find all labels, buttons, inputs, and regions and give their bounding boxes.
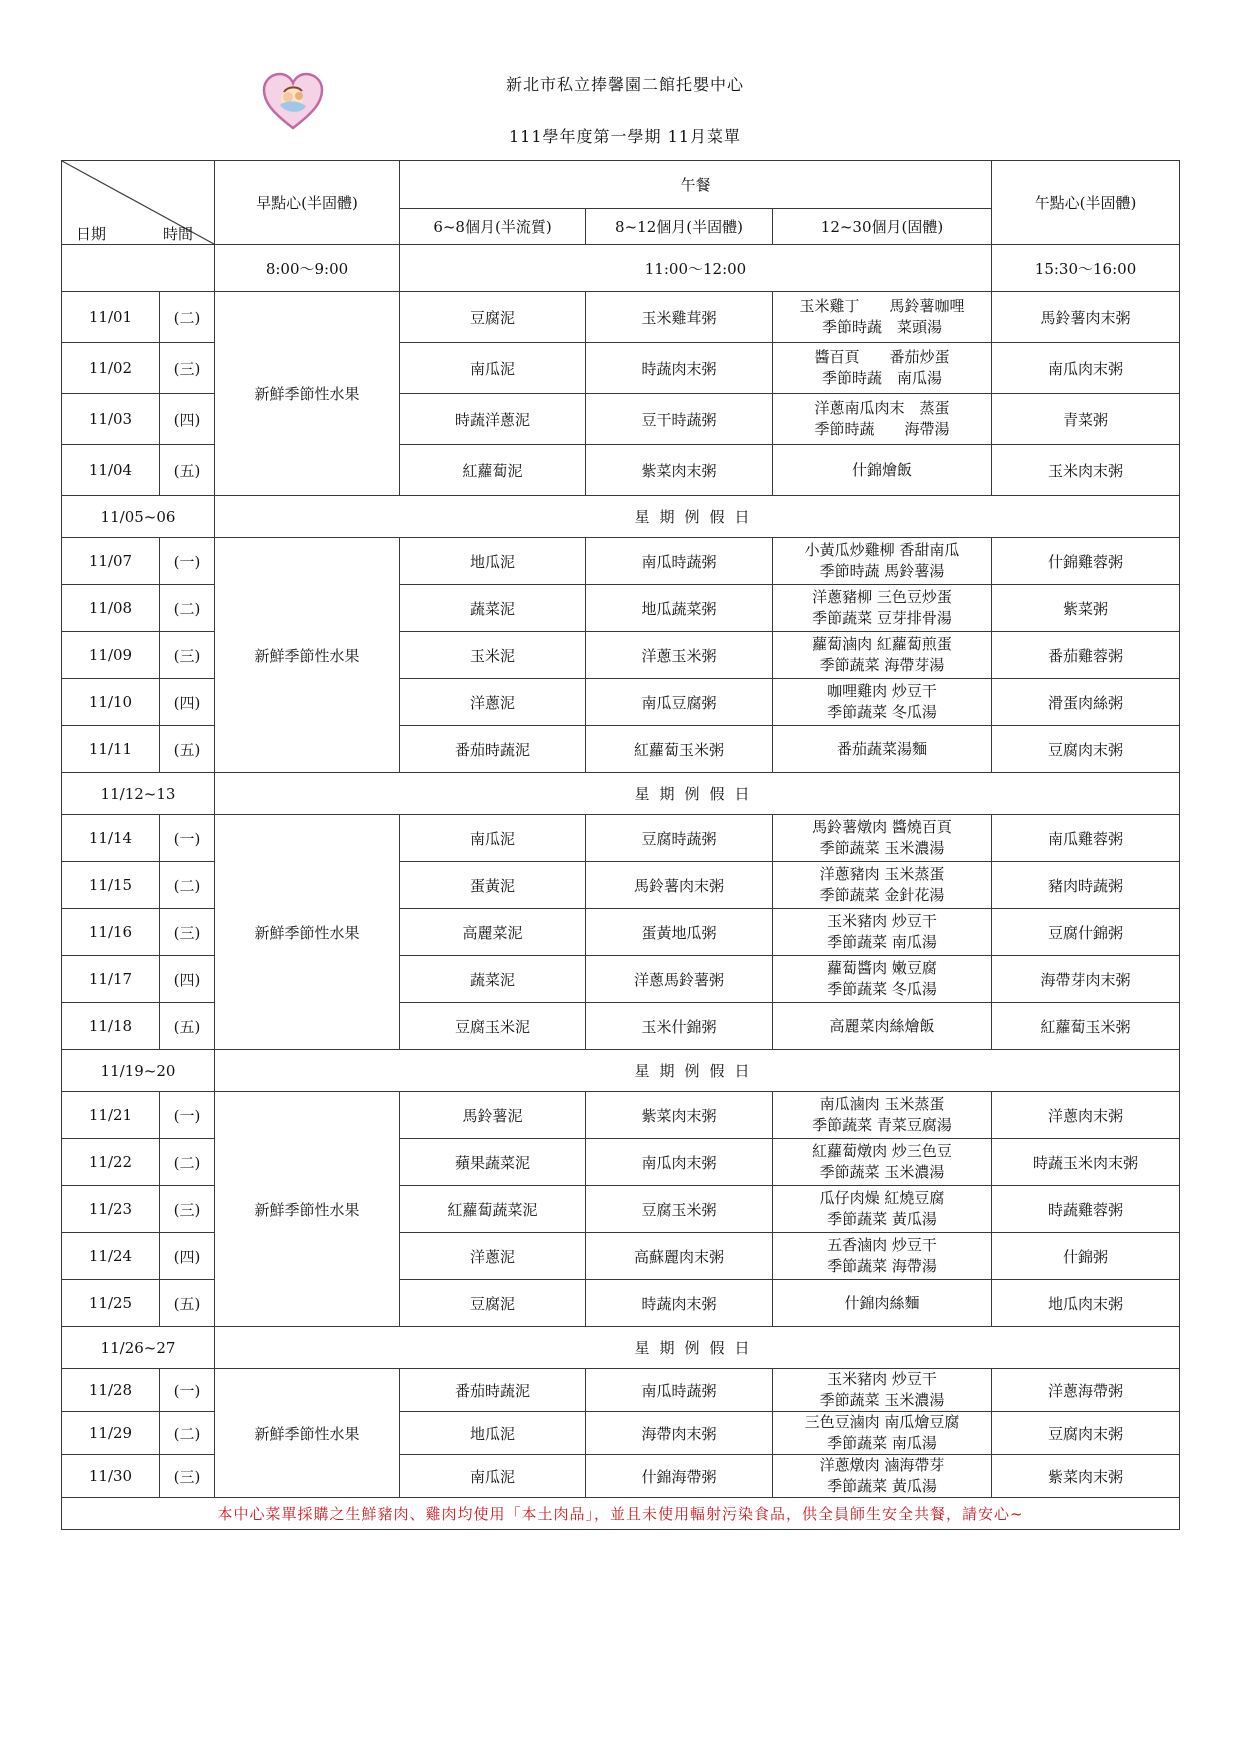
snack-time: 15:30～16:00 [992, 245, 1180, 292]
weekday-cell: (三) [160, 1186, 215, 1233]
snack-cell: 什錦雞蓉粥 [992, 538, 1180, 585]
weekday-cell: (五) [160, 445, 215, 496]
snack-cell: 時蔬雞蓉粥 [992, 1186, 1180, 1233]
lunch-12-30-header: 12~30個月(固體) [773, 209, 992, 245]
date-cell: 11/17 [62, 956, 160, 1003]
date-cell: 11/28 [62, 1369, 160, 1412]
lunch-6-8-cell: 高麗菜泥 [400, 909, 586, 956]
lunch-12-30-line: 五香滷肉 炒豆干 [827, 1236, 937, 1254]
date-cell: 11/24 [62, 1233, 160, 1280]
lunch-8-12-cell: 紫菜肉末粥 [586, 1092, 773, 1139]
lunch-12-30-line: 小黃瓜炒雞柳 香甜南瓜 [804, 541, 960, 559]
lunch-6-8-cell: 南瓜泥 [400, 1455, 586, 1498]
breakfast-header: 早點心(半固體) [215, 161, 400, 245]
lunch-12-30-line: 季節時蔬 菜頭湯 [822, 318, 943, 336]
lunch-6-8-cell: 紅蘿蔔蔬菜泥 [400, 1186, 586, 1233]
lunch-12-30-line: 季節蔬菜 南瓜湯 [827, 933, 937, 951]
lunch-12-30-cell [773, 956, 992, 1003]
weekday-cell: (四) [160, 394, 215, 445]
snack-cell: 玉米肉末粥 [992, 445, 1180, 496]
lunch-8-12-cell: 高蘇麗肉末粥 [586, 1233, 773, 1280]
lunch-8-12-header: 8~12個月(半固體) [586, 209, 773, 245]
lunch-12-30-cell [773, 445, 992, 496]
lunch-12-30-line: 蘿蔔醬肉 嫩豆腐 [827, 959, 937, 977]
lunch-12-30-line: 季節蔬菜 金針花湯 [819, 886, 945, 904]
lunch-12-30-line: 番茄蔬菜湯麵 [837, 739, 928, 758]
date-cell: 11/02 [62, 343, 160, 394]
lunch-6-8-cell: 洋蔥泥 [400, 1233, 586, 1280]
holiday-label: 星期例假日 [215, 1050, 1180, 1092]
date-cell: 11/10 [62, 679, 160, 726]
lunch-8-12-cell: 馬鈴薯肉末粥 [586, 862, 773, 909]
lunch-12-30-line: 高麗菜肉絲燴飯 [829, 1016, 935, 1035]
weekday-cell: (三) [160, 632, 215, 679]
snack-cell: 南瓜雞蓉粥 [992, 815, 1180, 862]
org-name: 新北市私立捧馨園二館托嬰中心 [505, 75, 744, 94]
lunch-12-30-line: 季節時蔬 馬鈴薯湯 [819, 562, 945, 580]
lunch-12-30-line: 季節蔬菜 豆芽排骨湯 [812, 609, 952, 627]
lunch-12-30-cell [773, 1139, 992, 1186]
lunch-12-30-line: 季節蔬菜 海帶芽湯 [819, 656, 945, 674]
lunch-12-30-line: 季節蔬菜 海帶湯 [827, 1257, 937, 1275]
lunch-12-30-line: 季節時蔬 海帶湯 [814, 420, 950, 438]
time-header-label: 時間 [163, 225, 194, 243]
weekday-cell: (三) [160, 343, 215, 394]
lunch-12-30-cell [773, 1455, 992, 1498]
date-cell: 11/16 [62, 909, 160, 956]
holiday-row [62, 496, 1180, 538]
holiday-date-range: 11/12~13 [62, 773, 215, 815]
lunch-8-12-cell: 紫菜肉末粥 [586, 445, 773, 496]
lunch-12-30-line: 季節時蔬 南瓜湯 [822, 369, 943, 387]
lunch-6-8-cell: 豆腐泥 [400, 1280, 586, 1327]
lunch-6-8-cell: 地瓜泥 [400, 538, 586, 585]
holiday-row [62, 1327, 1180, 1369]
lunch-6-8-cell: 番茄時蔬泥 [400, 1369, 586, 1412]
weekday-cell: (二) [160, 862, 215, 909]
lunch-12-30-cell [773, 1233, 992, 1280]
lunch-8-12-cell: 時蔬肉末粥 [586, 343, 773, 394]
lunch-6-8-cell: 地瓜泥 [400, 1412, 586, 1455]
lunch-6-8-cell: 南瓜泥 [400, 343, 586, 394]
lunch-12-30-line: 玉米豬肉 炒豆干 [827, 1370, 937, 1388]
menu-table [61, 160, 1180, 1530]
lunch-8-12-cell: 時蔬肉末粥 [586, 1280, 773, 1327]
holiday-date-range: 11/05~06 [62, 496, 215, 538]
weekday-cell: (一) [160, 538, 215, 585]
lunch-12-30-line: 季節蔬菜 冬瓜湯 [827, 703, 937, 721]
lunch-12-30-line: 馬鈴薯燉肉 醬燒百頁 [812, 818, 952, 836]
snack-cell: 南瓜肉末粥 [992, 343, 1180, 394]
lunch-8-12-cell: 什錦海帶粥 [586, 1455, 773, 1498]
date-cell: 11/15 [62, 862, 160, 909]
date-cell: 11/25 [62, 1280, 160, 1327]
lunch-12-30-cell [773, 585, 992, 632]
lunch-12-30-line: 玉米雞丁 馬鈴薯咖哩 [799, 297, 965, 315]
lunch-6-8-cell: 玉米泥 [400, 632, 586, 679]
holiday-row [62, 773, 1180, 815]
lunch-8-12-cell: 洋蔥馬鈴薯粥 [586, 956, 773, 1003]
lunch-12-30-line: 蘿蔔滷肉 紅蘿蔔煎蛋 [812, 635, 952, 653]
lunch-12-30-line: 什錦肉絲麵 [844, 1293, 920, 1312]
snack-header: 午點心(半固體) [992, 161, 1180, 245]
lunch-12-30-line: 洋蔥豬柳 三色豆炒蛋 [812, 588, 952, 606]
snack-cell: 紫菜粥 [992, 585, 1180, 632]
lunch-6-8-cell: 蛋黃泥 [400, 862, 586, 909]
holiday-label: 星期例假日 [215, 773, 1180, 815]
weekday-cell: (五) [160, 726, 215, 773]
lunch-12-30-line: 季節蔬菜 青菜豆腐湯 [812, 1116, 952, 1134]
lunch-12-30-cell [773, 815, 992, 862]
lunch-12-30-line: 季節蔬菜 黃瓜湯 [827, 1477, 937, 1495]
date-cell: 11/04 [62, 445, 160, 496]
snack-cell: 番茄雞蓉粥 [992, 632, 1180, 679]
lunch-12-30-line: 季節蔬菜 玉米濃湯 [819, 1391, 945, 1409]
lunch-8-12-cell: 紅蘿蔔玉米粥 [586, 726, 773, 773]
lunch-12-30-line: 什錦燴飯 [852, 460, 913, 479]
snack-cell: 洋蔥肉末粥 [992, 1092, 1180, 1139]
lunch-6-8-cell: 豆腐泥 [400, 292, 586, 343]
snack-cell: 豬肉時蔬粥 [992, 862, 1180, 909]
weekday-cell: (二) [160, 585, 215, 632]
date-cell: 11/23 [62, 1186, 160, 1233]
date-cell: 11/08 [62, 585, 160, 632]
lunch-12-30-line: 洋蔥豬肉 玉米蒸蛋 [819, 865, 945, 883]
lunch-6-8-header: 6~8個月(半流質) [400, 209, 586, 245]
lunch-12-30-line: 洋蔥燉肉 滷海帶芽 [819, 1456, 945, 1474]
time-row-label-cell [62, 245, 215, 292]
breakfast-cell: 新鮮季節性水果 [215, 1092, 400, 1327]
menu-row [62, 538, 1180, 585]
breakfast-cell: 新鮮季節性水果 [215, 1369, 400, 1498]
lunch-6-8-cell: 紅蘿蔔泥 [400, 445, 586, 496]
lunch-12-30-line: 瓜仔肉燥 紅燒豆腐 [819, 1189, 945, 1207]
lunch-header: 午餐 [400, 161, 992, 209]
weekday-cell: (二) [160, 1412, 215, 1455]
breakfast-time: 8:00～9:00 [215, 245, 400, 292]
date-cell: 11/01 [62, 292, 160, 343]
menu-title: 111學年度第一學期 11月菜單 [509, 127, 741, 146]
menu-row [62, 815, 1180, 862]
date-cell: 11/29 [62, 1412, 160, 1455]
lunch-12-30-cell [773, 292, 992, 343]
snack-cell: 紅蘿蔔玉米粥 [992, 1003, 1180, 1050]
weekday-cell: (二) [160, 1139, 215, 1186]
lunch-8-12-cell: 玉米什錦粥 [586, 1003, 773, 1050]
logo [262, 72, 324, 130]
snack-cell: 什錦粥 [992, 1233, 1180, 1280]
lunch-8-12-cell: 海帶肉末粥 [586, 1412, 773, 1455]
lunch-8-12-cell: 豆腐時蔬粥 [586, 815, 773, 862]
date-cell: 11/18 [62, 1003, 160, 1050]
snack-cell: 豆腐肉末粥 [992, 1412, 1180, 1455]
holiday-row [62, 1050, 1180, 1092]
date-time-header-cell [62, 161, 215, 245]
holiday-date-range: 11/26~27 [62, 1327, 215, 1369]
weekday-cell: (五) [160, 1003, 215, 1050]
menu-row [62, 1369, 1180, 1412]
holiday-label: 星期例假日 [215, 496, 1180, 538]
lunch-12-30-line: 季節蔬菜 玉米濃湯 [819, 839, 945, 857]
lunch-12-30-cell [773, 1092, 992, 1139]
snack-cell: 豆腐肉末粥 [992, 726, 1180, 773]
footer-note: 本中心菜單採購之生鮮豬肉、雞肉均使用「本土肉品」，並且未使用輻射污染食品，供全員師生安全共餐，請安心~ [62, 1498, 1180, 1530]
lunch-8-12-cell: 南瓜豆腐粥 [586, 679, 773, 726]
lunch-12-30-line: 季節蔬菜 南瓜湯 [827, 1434, 937, 1452]
date-cell: 11/21 [62, 1092, 160, 1139]
weekday-cell: (一) [160, 1369, 215, 1412]
lunch-12-30-cell [773, 862, 992, 909]
lunch-8-12-cell: 蛋黃地瓜粥 [586, 909, 773, 956]
date-header-label: 日期 [76, 225, 107, 243]
lunch-12-30-line: 南瓜滷肉 玉米蒸蛋 [819, 1095, 945, 1113]
lunch-8-12-cell: 地瓜蔬菜粥 [586, 585, 773, 632]
lunch-6-8-cell: 時蔬洋蔥泥 [400, 394, 586, 445]
footer-row [62, 1498, 1180, 1530]
date-cell: 11/14 [62, 815, 160, 862]
holiday-date-range: 11/19~20 [62, 1050, 215, 1092]
weekday-cell: (五) [160, 1280, 215, 1327]
menu-row [62, 292, 1180, 343]
date-cell: 11/03 [62, 394, 160, 445]
lunch-12-30-cell [773, 909, 992, 956]
lunch-8-12-cell: 豆腐玉米粥 [586, 1186, 773, 1233]
lunch-12-30-cell [773, 394, 992, 445]
lunch-6-8-cell: 蘋果蔬菜泥 [400, 1139, 586, 1186]
lunch-time: 11:00～12:00 [400, 245, 992, 292]
lunch-8-12-cell: 南瓜肉末粥 [586, 1139, 773, 1186]
lunch-8-12-cell: 玉米雞茸粥 [586, 292, 773, 343]
lunch-12-30-line: 三色豆滷肉 南瓜燴豆腐 [804, 1413, 960, 1431]
date-cell: 11/11 [62, 726, 160, 773]
lunch-12-30-cell [773, 538, 992, 585]
snack-cell: 滑蛋肉絲粥 [992, 679, 1180, 726]
lunch-12-30-cell [773, 1186, 992, 1233]
lunch-6-8-cell: 馬鈴薯泥 [400, 1092, 586, 1139]
snack-cell: 馬鈴薯肉末粥 [992, 292, 1180, 343]
lunch-12-30-cell [773, 632, 992, 679]
lunch-6-8-cell: 洋蔥泥 [400, 679, 586, 726]
lunch-12-30-line: 季節蔬菜 玉米濃湯 [819, 1163, 945, 1181]
lunch-6-8-cell: 豆腐玉米泥 [400, 1003, 586, 1050]
lunch-12-30-cell [773, 726, 992, 773]
lunch-8-12-cell: 南瓜時蔬粥 [586, 538, 773, 585]
lunch-6-8-cell: 番茄時蔬泥 [400, 726, 586, 773]
menu-row [62, 1092, 1180, 1139]
lunch-12-30-line: 玉米豬肉 炒豆干 [827, 912, 937, 930]
snack-cell: 紫菜肉末粥 [992, 1455, 1180, 1498]
lunch-12-30-line: 季節蔬菜 冬瓜湯 [827, 980, 937, 998]
date-cell: 11/22 [62, 1139, 160, 1186]
lunch-6-8-cell: 蔬菜泥 [400, 956, 586, 1003]
breakfast-cell: 新鮮季節性水果 [215, 538, 400, 773]
weekday-cell: (一) [160, 1092, 215, 1139]
snack-cell: 青菜粥 [992, 394, 1180, 445]
snack-cell: 洋蔥海帶粥 [992, 1369, 1180, 1412]
date-cell: 11/09 [62, 632, 160, 679]
lunch-8-12-cell: 豆干時蔬粥 [586, 394, 773, 445]
lunch-8-12-cell: 南瓜時蔬粥 [586, 1369, 773, 1412]
date-cell: 11/07 [62, 538, 160, 585]
lunch-12-30-cell [773, 1280, 992, 1327]
lunch-12-30-cell [773, 343, 992, 394]
lunch-12-30-cell [773, 679, 992, 726]
lunch-12-30-line: 咖哩雞肉 炒豆干 [827, 682, 937, 700]
date-cell: 11/30 [62, 1455, 160, 1498]
snack-cell: 時蔬玉米肉末粥 [992, 1139, 1180, 1186]
snack-cell: 豆腐什錦粥 [992, 909, 1180, 956]
lunch-6-8-cell: 蔬菜泥 [400, 585, 586, 632]
lunch-8-12-cell: 洋蔥玉米粥 [586, 632, 773, 679]
lunch-12-30-line: 醬百頁 番茄炒蛋 [814, 348, 950, 366]
holiday-label: 星期例假日 [215, 1327, 1180, 1369]
snack-cell: 海帶芽肉末粥 [992, 956, 1180, 1003]
breakfast-cell: 新鮮季節性水果 [215, 815, 400, 1050]
lunch-12-30-line: 紅蘿蔔燉肉 炒三色豆 [812, 1142, 952, 1160]
lunch-12-30-cell [773, 1369, 992, 1412]
weekday-cell: (一) [160, 815, 215, 862]
weekday-cell: (三) [160, 1455, 215, 1498]
weekday-cell: (四) [160, 679, 215, 726]
weekday-cell: (二) [160, 292, 215, 343]
weekday-cell: (四) [160, 956, 215, 1003]
weekday-cell: (四) [160, 1233, 215, 1280]
lunch-12-30-cell [773, 1412, 992, 1455]
lunch-6-8-cell: 南瓜泥 [400, 815, 586, 862]
weekday-cell: (三) [160, 909, 215, 956]
snack-cell: 地瓜肉末粥 [992, 1280, 1180, 1327]
lunch-12-30-line: 洋蔥南瓜肉末 蒸蛋 [814, 399, 950, 417]
lunch-12-30-line: 季節蔬菜 黃瓜湯 [827, 1210, 937, 1228]
lunch-12-30-cell [773, 1003, 992, 1050]
breakfast-cell: 新鮮季節性水果 [215, 292, 400, 496]
